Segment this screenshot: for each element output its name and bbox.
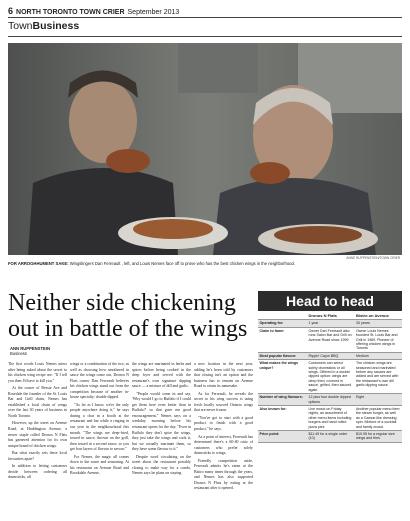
- table-row-label: Also known for:: [258, 405, 307, 430]
- page-folio: [8, 6, 179, 16]
- article-column-4: [194, 362, 253, 494]
- header-rule: [8, 17, 402, 18]
- article-paragraph: At the corner of Bessie Ave and Rosedale the founder of the St. Louis Bar and Grill chain, Nemes has established a local chain of wings over the last 30 years of business in North Toronto.: [8, 386, 67, 418]
- table-header-cell: Bistro on Avenue: [354, 313, 402, 320]
- photo-credit: ANNE RUPPENSTEIN/TOWN CRIER: [346, 256, 400, 260]
- byline: [10, 346, 50, 356]
- article-paragraph: But what exactly sets these local favourites apart?: [8, 451, 67, 461]
- table-cell: Live music on Friday nights, an assortment of other menu items including burgers and hand rolled pizza pies: [307, 405, 355, 430]
- article-paragraph: "As far as I know, we're the only people anywhere doing it," he says during a chat in a booth at the restaurant and bar while a ringing in our year in the neighbourhood this month. "The wings are deep-fried, tossed in sauce, thrown on the grill, then tossed in a second sauce, so you get four layers of flavour to savour.": [70, 402, 129, 452]
- section-label-light: Town: [8, 20, 33, 32]
- table-cell: $11.49 for a single order (10): [307, 430, 355, 442]
- table-row: [258, 394, 402, 406]
- table-cell: Owner Dan Ferreault also runs Salon Bar and Grill on Avenue Road since 1999: [307, 327, 355, 352]
- article-column-2: [70, 362, 129, 479]
- article-paragraph: a new location in the next year, adding he's been told by customers that closing isn't an option and the business has to remain on Avenue Road to retain its namesake.: [194, 362, 253, 389]
- table-cell: Medium: [354, 352, 402, 359]
- article-paragraph: As a point of interest, Ferreault has determined there's a 60-40 ratio of customers who prefer solely drumsticks to wings.: [194, 434, 253, 456]
- table-header-row: [258, 313, 402, 320]
- table-row: [258, 405, 402, 430]
- caption-lead: FOR ARROGHHUMENT SAKE:: [8, 261, 69, 266]
- article-paragraph: wings or a combination of the two, as well as choosing how smothered in sauce the wings come out, Dronos N Flats owner Dan Ferreault believes his chicken wings stand out from the competition because of another in-house specialty: double dipped.: [70, 362, 129, 400]
- article-paragraph: However, up the street on Avenue Road, at Haddington Avenue, a newer staple called Dronos N Flats has garnered attention for its own unique brand of chicken wings.: [8, 421, 67, 448]
- table-header-cell: Dronos N Flats: [307, 313, 355, 320]
- byline-role: Business: [10, 351, 27, 356]
- table-row-label: Price point:: [258, 430, 307, 442]
- article-paragraph: Friendly competition aside, Ferreault admits he's eaten at the Bistro many times through the years, and Nemes has also supported Dronos N Flats by eating at the restaurant after it opened.: [194, 458, 253, 491]
- photo-caption: [8, 261, 402, 267]
- section-rule: [8, 36, 402, 37]
- section-label: [8, 20, 79, 32]
- table-row-label: Claim to fame:: [258, 327, 307, 352]
- article-paragraph: As for Ferreault, he reveals the secret to his wing success is using fresh locally sourced Ontario wings that are never frozen.: [194, 391, 253, 413]
- article-paragraph: the wings are marinated in herbs and spices before being cooked in the deep fryer and served with the restaurant's own signature dipping sauce — a mixture of dill and garlic.: [132, 362, 191, 389]
- table-row: [258, 430, 402, 442]
- table-cell: Another popular menu item: the steam burger, as well as a Caesar-like dressing spin. Mixture of a cocktail and family crowd.: [355, 406, 401, 429]
- table-row: [258, 327, 402, 352]
- table-cell: Customers can select solely drumsticks or all wings. Offered in a double dipped option: wings are deep fried, covered in sauce, grilled, then sauced again.: [307, 360, 355, 394]
- caption-text: Wingslingers Dan Ferreault , left, and Louis Nemes face off to prove who has the best chicken wings in the neighborhood.: [69, 261, 295, 266]
- article-headline: Neither side chickening out in battle of the wings: [8, 290, 248, 342]
- head-to-head-table: [258, 313, 402, 443]
- article-column-3: [132, 362, 191, 479]
- table-cell: 30 years: [354, 320, 402, 327]
- article-paragraph: The first words Louis Nemes utters after being asked about the secret to his chicken wing recipe are: "If I tell you then I'd have to kill you.": [8, 362, 67, 383]
- table-cell: Owner Louis Nemes founded St. Louis Bar and Grill in 1989. Pioneer of offering chicken wings in Toronto: [354, 327, 402, 352]
- table-row-label: Most popular flavour:: [258, 352, 307, 359]
- page-number: 6: [8, 6, 14, 16]
- article-paragraph: For Nemes, the magic all comes down to the sauce and seasoning. At his restaurant on Avenue Road and Brookdale Avenue,: [70, 454, 129, 476]
- photo-illustration: [8, 43, 402, 255]
- table-header-cell: [258, 313, 307, 320]
- article-column-1: [8, 362, 67, 483]
- table-cell: 12 plus four double dipped options: [307, 394, 355, 406]
- publication-name: NORTH TORONTO TOWN CRIER: [16, 9, 125, 16]
- table-cell: 1 year: [307, 320, 355, 327]
- article-paragraph: Despite word circulating on the street about the restaurant possibly closing to make way for a condo, Nemes says he plans on staying: [132, 454, 191, 476]
- table-cell: The chicken wings are seasoned and marinated before any sauces are added and are served with the restaurant's own dill garlic dipping sauce.: [354, 360, 402, 394]
- table-cell: Rippin' Cajun BBQ: [307, 352, 355, 359]
- article-photo: [8, 43, 402, 255]
- issue-date: September 2013: [127, 9, 180, 16]
- table-row: [258, 360, 402, 394]
- table-row-label: Number of wing flavours:: [258, 394, 307, 406]
- table-row: [258, 352, 402, 359]
- article-paragraph: "People would come in and say, 'Why would I go to Buffalo if I could get them here even better than in Buffalo?' so that gave me good encouragement," Nemes says on a weekday morning before his restaurant opens for the day. "Even in Buffalo they don't spice the wings, they just take the wings and cook it, but we actually marinate them, so they have some flavour to it.": [132, 391, 191, 452]
- table-cell: $10.95 for a regular size wings and fries: [354, 430, 402, 442]
- section-label-bold: Business: [32, 20, 80, 32]
- sidebar-title: Head to head: [258, 291, 402, 311]
- article-paragraph: "You've got to start with a good product to finish with a good product," he says.: [194, 415, 253, 432]
- table-cell: Eight: [354, 394, 402, 406]
- table-row: [258, 320, 402, 327]
- article-paragraph: In addition to letting customers decide between ordering all drumsticks, all: [8, 464, 67, 480]
- byline-name: ANN RUPPENSTEIN: [10, 346, 51, 351]
- table-row-label: What makes the wings unique?: [258, 360, 307, 394]
- table-row-label: Operating for:: [258, 320, 307, 327]
